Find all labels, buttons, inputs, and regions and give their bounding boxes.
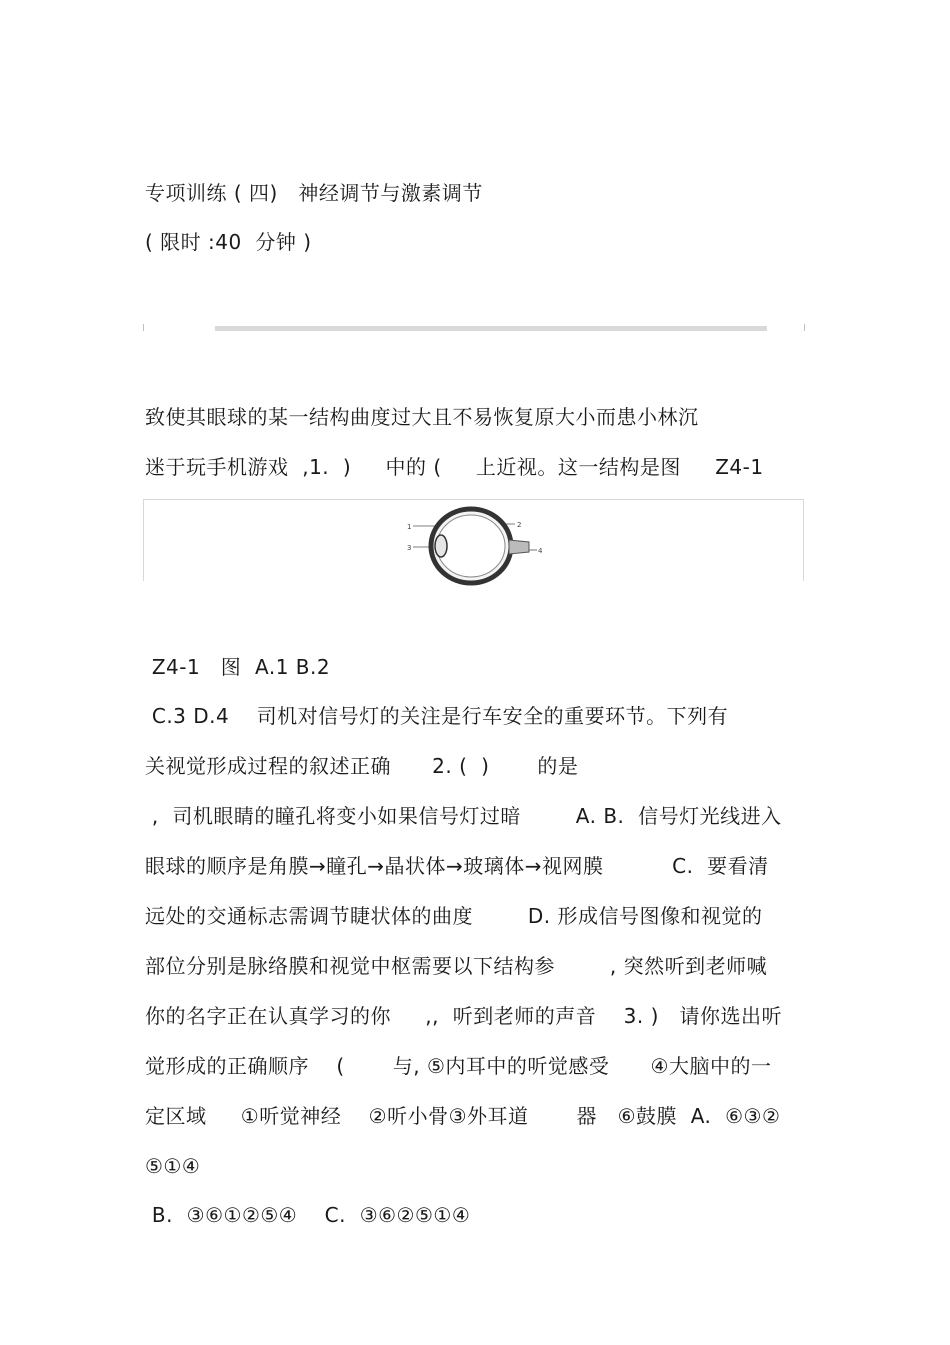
question-text-line: 致使其眼球的某一结构曲度过大且不易恢复原大小而患小林沉 bbox=[145, 405, 699, 429]
question-text-line: , 司机眼睛的瞳孔将变小如果信号灯过暗 A. B. 信号灯光线进入 bbox=[145, 804, 782, 828]
page-title: 专项训练 ( 四) 神经调节与激素调节 bbox=[145, 181, 483, 205]
question-text-line: Z4-1 图 A.1 B.2 bbox=[145, 655, 331, 679]
diagram-label-4: 4 bbox=[538, 547, 543, 555]
question-text-line: 关视觉形成过程的叙述正确 2. ( ) 的是 bbox=[145, 754, 579, 778]
question-text-line: 迷于玩手机游戏 ,1. ) 中的 ( 上近视。这一结构是图 Z4-1 bbox=[145, 455, 764, 479]
eye-diagram bbox=[405, 506, 545, 586]
question-text-line: 部位分别是脉络膜和视觉中枢需要以下结构参 , 突然听到老师喊 bbox=[145, 954, 768, 978]
diagram-label-3: 3 bbox=[407, 544, 412, 552]
time-limit: ( 限时 :40 分钟 ) bbox=[145, 230, 312, 254]
diagram-label-2: 2 bbox=[517, 521, 522, 529]
question-text-line: C.3 D.4 司机对信号灯的关注是行车安全的重要环节。下列有 bbox=[145, 704, 729, 728]
section-separator bbox=[143, 324, 805, 332]
question-text-line: 眼球的顺序是角膜→瞳孔→晶状体→玻璃体→视网膜 C. 要看清 bbox=[145, 854, 769, 878]
question-text-line: 你的名字正在认真学习的你 ,, 听到老师的声音 3. ) 请你选出听 bbox=[145, 1004, 782, 1028]
question-text-line: 觉形成的正确顺序 ( 与, ⑤内耳中的听觉感受 ④大脑中的一 bbox=[145, 1054, 772, 1078]
question-text-line: 远处的交通标志需调节睫状体的曲度 D. 形成信号图像和视觉的 bbox=[145, 904, 763, 928]
question-text-line: B. ③⑥①②⑤④ C. ③⑥②⑤①④ bbox=[145, 1203, 471, 1227]
question-text-line: 定区域 ①听觉神经 ②听小骨③外耳道 器 ⑥鼓膜 A. ⑥③② bbox=[145, 1104, 781, 1128]
diagram-label-1: 1 bbox=[407, 523, 412, 531]
question-text-line: ⑤①④ bbox=[145, 1154, 201, 1178]
